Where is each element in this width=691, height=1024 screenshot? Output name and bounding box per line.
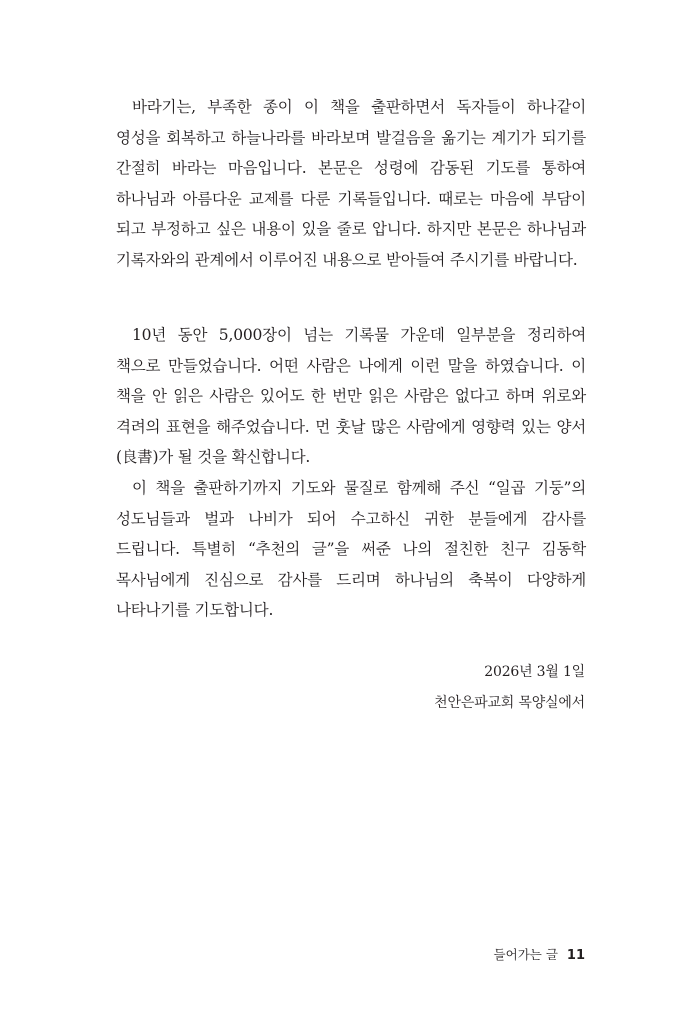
running-footer-title: 들어가는 글	[493, 947, 558, 962]
signature-place: 천안은파교회 목양실에서	[434, 695, 585, 711]
body-paragraph: 10년 동안 5,000장이 넘는 기록물 가운데 일부분을 정리하여 책으로 만들었습니다. 어떤 사람은 나에게 이런 말을 하였습니다. 이 책을 안 읽은 사람은 있어도 한 번만 읽은 사람은 없다고 하며 위로와 격려의 표현을 해주었습니다. 먼 훗날 많은 사람에게 영향력 있는 양서(良書)가 될 것을 확신합니다.	[116, 326, 586, 467]
page-footer	[494, 946, 585, 965]
body-section-2	[116, 320, 586, 626]
body-section-1	[116, 92, 586, 276]
signature-date: 2026년 3월 1일	[484, 664, 585, 680]
body-paragraph: 이 책을 출판하기까지 기도와 물질로 함께해 주신 “일곱 기둥”의 성도님들과 벌과 나비가 되어 수고하신 귀한 분들에게 감사를 드립니다. 특별히 “추천의 글”을 써준 나의 절친한 친구 김동학 목사님에게 진심으로 감사를 드리며 하나님의 축복이 다양하게 나타나기를 기도합니다.	[116, 478, 586, 620]
page-number: 11	[566, 948, 585, 963]
body-paragraph: 바라기는, 부족한 종이 이 책을 출판하면서 독자들이 하나같이 영성을 회복하고 하늘나라를 바라보며 발걸음을 옮기는 계기가 되기를 간절히 바라는 마음입니다. 본문은 성령에 감동된 기도를 통하여 하나님과 아름다운 교제를 다룬 기록들입니다. 때로는 마음에 부담이 되고 부정하고 싶은 내용이 있을 줄로 압니다. 하지만 본문은 하나님과 기록자와의 관계에서 이루어진 내용으로 받아들여 주시기를 바랍니다.	[116, 98, 586, 269]
